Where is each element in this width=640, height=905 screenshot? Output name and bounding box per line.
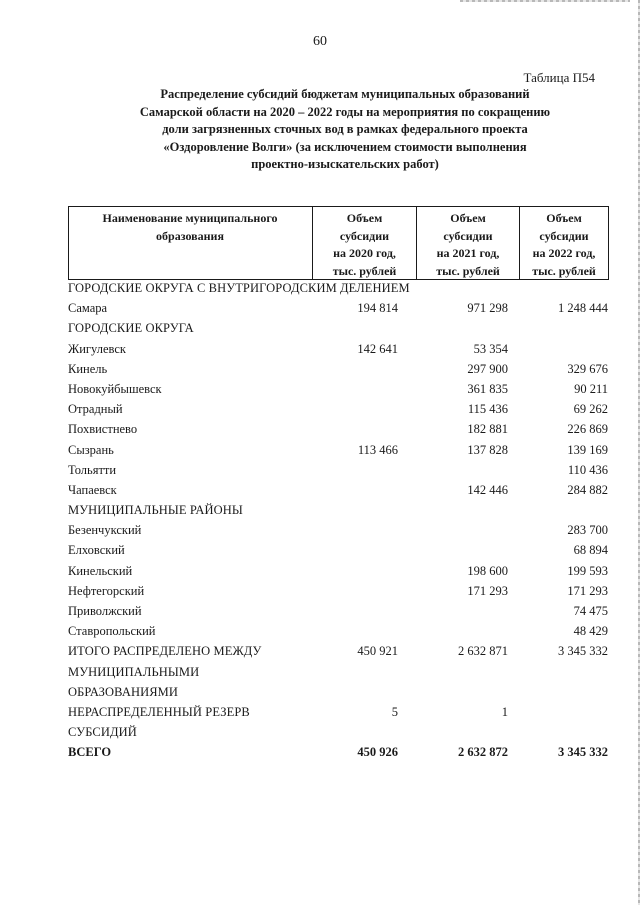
value-2022: 48 429 xyxy=(573,624,608,639)
value-2020: 450 926 xyxy=(357,745,398,760)
table-row xyxy=(68,440,608,460)
value-2022: 199 593 xyxy=(567,563,608,578)
section-row xyxy=(68,318,608,338)
header-text: субсидии xyxy=(339,228,390,243)
page-number: 60 xyxy=(313,34,327,49)
value-2021: 137 828 xyxy=(467,442,508,457)
header-2022-column xyxy=(520,210,608,280)
row-name: Новокуйбышевск xyxy=(68,381,162,396)
title-line: «Оздоровление Волги» (за исключением стоимости выполнения xyxy=(163,139,527,154)
value-2022: 329 676 xyxy=(567,361,608,376)
header-divider xyxy=(68,206,69,280)
value-2022: 3 345 332 xyxy=(558,745,608,760)
section-row xyxy=(68,702,608,722)
table-row xyxy=(68,601,608,621)
row-name: Жигулевск xyxy=(68,341,126,356)
section-row xyxy=(68,500,608,520)
header-text: Объем xyxy=(546,211,582,225)
header-text: на 2022 год, xyxy=(532,246,596,260)
value-2022: 1 248 444 xyxy=(558,301,608,316)
value-2022: 69 262 xyxy=(573,402,608,417)
value-2021: 115 436 xyxy=(467,402,508,417)
table-row xyxy=(68,419,608,439)
value-2022: 90 211 xyxy=(574,381,608,396)
section-row xyxy=(68,278,608,298)
row-name: Кинельский xyxy=(68,563,133,578)
table-row xyxy=(68,359,608,379)
value-2022: 171 293 xyxy=(567,583,608,598)
value-2020: 450 921 xyxy=(357,644,398,659)
value-2022: 68 894 xyxy=(573,543,608,558)
value-2020: 113 466 xyxy=(357,442,398,457)
section-row xyxy=(68,682,608,702)
table-row xyxy=(68,379,608,399)
row-name: Похвистнево xyxy=(68,422,138,437)
header-text: на 2020 год, xyxy=(333,246,396,260)
value-2021: 142 446 xyxy=(467,482,508,497)
row-name: ВСЕГО xyxy=(68,745,112,760)
header-text: Наименование муниципального xyxy=(102,211,278,225)
header-text: образования xyxy=(156,228,224,243)
row-name: Самара xyxy=(68,301,108,316)
header-name-column xyxy=(70,210,310,245)
value-2022: 284 882 xyxy=(567,482,608,497)
table-row xyxy=(68,399,608,419)
row-name: ИТОГО РАСПРЕДЕЛЕНО МЕЖДУ xyxy=(68,644,262,659)
row-name: Безенчукский xyxy=(68,523,142,538)
header-2021-column xyxy=(417,210,519,280)
table-body xyxy=(68,278,608,763)
row-name: МУНИЦИПАЛЬНЫЕ РАЙОНЫ xyxy=(68,503,243,518)
header-top-border xyxy=(68,206,609,207)
value-2021: 53 354 xyxy=(473,341,508,356)
row-name: ОБРАЗОВАНИЯМИ xyxy=(68,684,178,699)
row-name: Кинель xyxy=(68,361,108,376)
value-2021: 182 881 xyxy=(467,422,508,437)
table-row xyxy=(68,339,608,359)
header-text: тыс. рублей xyxy=(332,263,397,278)
row-name: Чапаевск xyxy=(68,482,117,497)
value-2021: 171 293 xyxy=(467,583,508,598)
row-name: ГОРОДСКИЕ ОКРУГА С ВНУТРИГОРОДСКИМ ДЕЛЕНИЕМ xyxy=(68,281,410,295)
header-text: субсидии xyxy=(443,228,493,243)
row-name: ГОРОДСКИЕ ОКРУГА xyxy=(68,321,194,336)
value-2022: 74 475 xyxy=(573,604,608,618)
title-line: Распределение субсидий бюджетам муниципальных образований xyxy=(160,87,530,101)
table-row xyxy=(68,561,608,581)
row-name: Приволжский xyxy=(68,604,142,618)
scan-edge-top xyxy=(460,0,630,2)
table-label: Таблица П54 xyxy=(523,70,595,85)
section-row xyxy=(68,722,608,742)
header-text: субсидии xyxy=(539,228,589,243)
section-row xyxy=(68,641,608,661)
value-2020: 194 814 xyxy=(357,301,398,316)
value-2022: 110 436 xyxy=(567,462,608,477)
value-2021: 2 632 872 xyxy=(458,745,508,760)
value-2021: 1 xyxy=(501,704,508,719)
header-text: Объем xyxy=(346,211,383,225)
row-name: Сызрань xyxy=(68,442,114,457)
value-2022: 139 169 xyxy=(567,442,608,457)
row-name: Ставропольский xyxy=(68,624,156,639)
title-line: доли загрязненных сточных вод в рамках федерального проекта xyxy=(162,122,528,136)
value-2021: 971 298 xyxy=(467,301,508,316)
title-line: проектно-изыскательских работ) xyxy=(251,157,439,171)
table-row xyxy=(68,540,608,560)
header-text: Объем xyxy=(450,211,486,225)
document-title xyxy=(75,86,615,174)
row-name: Нефтегорский xyxy=(68,583,145,598)
value-2021: 361 835 xyxy=(467,381,508,396)
row-name: Тольятти xyxy=(68,462,117,477)
total-row xyxy=(68,742,608,762)
table-row xyxy=(68,581,608,601)
value-2022: 283 700 xyxy=(567,523,608,538)
table-row xyxy=(68,298,608,318)
table-row xyxy=(68,621,608,641)
header-divider xyxy=(608,206,609,280)
header-text: тыс. рублей xyxy=(532,263,596,278)
table-row xyxy=(68,460,608,480)
title-line: Самарской области на 2020 – 2022 годы на мероприятия по сокращению xyxy=(139,104,551,119)
value-2021: 198 600 xyxy=(467,563,508,578)
table-row xyxy=(68,480,608,500)
value-2021: 2 632 871 xyxy=(458,644,508,659)
header-text: на 2021 год, xyxy=(436,246,500,260)
header-text: тыс. рублей xyxy=(436,263,500,278)
section-row xyxy=(68,662,608,682)
value-2022: 226 869 xyxy=(567,422,608,437)
header-2020-column xyxy=(313,210,416,280)
row-name: Елховский xyxy=(68,543,125,558)
value-2020: 142 641 xyxy=(357,341,398,356)
value-2020: 5 xyxy=(391,704,398,719)
row-name: СУБСИДИЙ xyxy=(68,725,137,740)
value-2022: 3 345 332 xyxy=(558,644,608,659)
value-2021: 297 900 xyxy=(467,361,508,376)
row-name: МУНИЦИПАЛЬНЫМИ xyxy=(68,664,200,679)
row-name: Отрадный xyxy=(68,402,123,417)
table-row xyxy=(68,520,608,540)
row-name: НЕРАСПРЕДЕЛЕННЫЙ РЕЗЕРВ xyxy=(68,704,250,719)
